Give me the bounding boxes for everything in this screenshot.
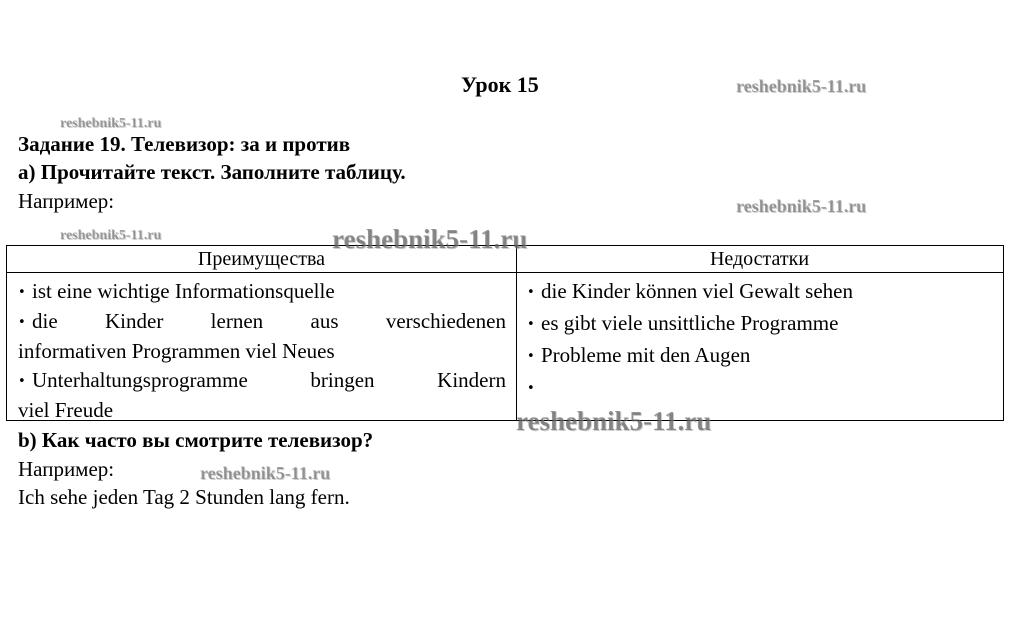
- advantage-word: Kinder: [105, 309, 164, 333]
- bullet-icon: •: [18, 374, 26, 389]
- watermark: reshebnik5-11.ru: [736, 76, 867, 96]
- task-title: Задание 19. Телевизор: за и против: [18, 132, 351, 156]
- watermark: reshebnik5-11.ru: [200, 463, 331, 483]
- disadvantage-item: [527, 341, 997, 371]
- advantage-word: Kindern: [437, 368, 506, 392]
- advantage-line: [18, 366, 506, 396]
- lesson-title: Урок 15: [461, 72, 539, 97]
- table-header-row: [7, 246, 1003, 273]
- column-divider: [516, 246, 517, 420]
- advantage-item: [18, 366, 506, 425]
- disadvantages-column: [527, 277, 997, 405]
- bullet-icon: •: [527, 317, 535, 332]
- example-label-a: Например:: [18, 189, 115, 213]
- advantage-line: informativen Programmen viel Neues: [18, 339, 335, 363]
- watermark: reshebnik5-11.ru: [60, 116, 162, 131]
- disadvantage-item: [527, 277, 997, 307]
- bullet-icon: •: [527, 349, 535, 364]
- watermark: reshebnik5-11.ru: [516, 406, 712, 436]
- disadvantage-text: Probleme mit den Augen: [541, 343, 751, 367]
- advantage-word: die: [32, 309, 58, 333]
- watermark: reshebnik5-11.ru: [736, 196, 867, 216]
- bullet-icon: •: [527, 285, 535, 300]
- disadvantage-text: es gibt viele unsittliche Programme: [541, 311, 839, 335]
- header-advantages: Преимущества: [197, 248, 326, 270]
- advantage-line: [18, 307, 506, 337]
- advantage-word: lernen: [210, 309, 264, 333]
- bullet-icon: •: [18, 315, 26, 330]
- bullet-icon: •: [18, 285, 26, 300]
- advantage-text: ist eine wichtige Informationsquelle: [32, 279, 335, 303]
- advantage-item: [18, 307, 506, 366]
- bullet-icon: •: [527, 381, 535, 396]
- advantage-line: viel Freude: [18, 398, 114, 422]
- disadvantage-item: [527, 373, 997, 403]
- task-part-a: а) Прочитайте текст. Заполните таблицу.: [18, 160, 406, 184]
- advantage-word: bringen: [310, 368, 375, 392]
- advantage-item: [18, 277, 506, 307]
- advantage-word: verschiedenen: [385, 309, 506, 333]
- pros-cons-table: [6, 245, 1004, 421]
- task-part-b: b) Как часто вы смотрите телевизор?: [18, 428, 374, 452]
- watermark: reshebnik5-11.ru: [60, 228, 162, 243]
- disadvantage-text: die Kinder können viel Gewalt sehen: [541, 279, 853, 303]
- advantage-word: aus: [310, 309, 339, 333]
- answer-sentence: Ich sehe jeden Tag 2 Stunden lang fern.: [18, 485, 350, 509]
- header-disadvantages: Недостатки: [709, 248, 810, 270]
- disadvantage-item: [527, 309, 997, 339]
- advantages-column: [18, 277, 506, 425]
- example-label-b: Например:: [18, 457, 115, 481]
- watermark: reshebnik5-11.ru: [332, 224, 528, 254]
- advantage-word: Unterhaltungsprogramme: [32, 368, 248, 392]
